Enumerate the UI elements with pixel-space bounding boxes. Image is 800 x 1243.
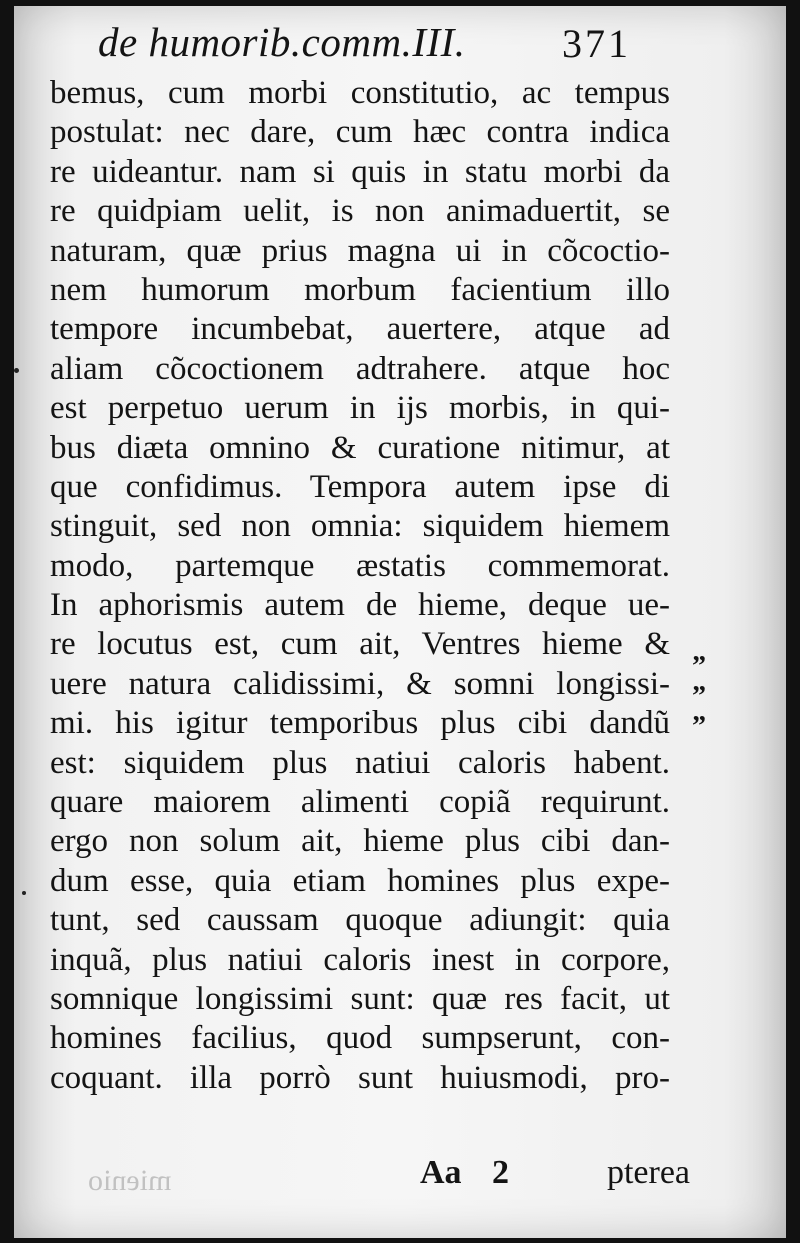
- text-line: que confidimus. Tempora autem ipse di: [50, 468, 670, 505]
- text-line: inquã, plus natiui caloris inest in corpore,: [50, 941, 670, 978]
- text-line: bus diæta omnino & curatione nitimur, at: [50, 429, 670, 466]
- text-line: re uideantur. nam si quis in statu morbi da: [50, 153, 670, 190]
- text-line: quare maiorem alimenti copiã requirunt.: [50, 784, 670, 821]
- text-line: re locutus est, cum ait, Ventres hieme &: [50, 626, 670, 663]
- text-line: uere natura calidissimi, & somni longissi-: [50, 665, 670, 702]
- page-number: 371: [562, 21, 631, 66]
- margin-quote-mark: ”: [692, 711, 706, 742]
- text-line: modo, partemque æstatis commemorat.: [50, 547, 670, 584]
- body-text: [50, 74, 670, 1098]
- text-line: dum esse, quia etiam homines plus expe-: [50, 862, 670, 899]
- margin-quote-marks: [692, 652, 722, 742]
- text-line: homines facilius, quod sumpserunt, con-: [50, 1020, 670, 1057]
- text-line: re quidpiam uelit, is non animaduertit, se: [50, 193, 670, 230]
- text-line: tempore incumbebat, auertere, atque ad: [50, 311, 670, 348]
- ink-speck: [14, 368, 19, 373]
- running-head: de humorib.comm.III.: [98, 19, 466, 65]
- text-line: bemus, cum morbi constitutio, ac tempus: [50, 75, 670, 111]
- text-line: tunt, sed caussam quoque adiungit: quia: [50, 902, 670, 939]
- text-line: stinguit, sed non omnia: siquidem hiemem: [50, 508, 670, 545]
- text-line: aliam cõcoctionem adtrahere. atque hoc: [50, 350, 670, 387]
- book-page: [14, 6, 786, 1238]
- page-footer: [50, 1154, 690, 1204]
- bleed-through-text: mienio: [88, 1164, 172, 1197]
- catchword: pterea: [606, 1154, 690, 1191]
- margin-quote-mark: ”: [692, 651, 706, 682]
- text-line: coquant. illa porrò sunt huiusmodi, pro-: [50, 1059, 670, 1096]
- text-line: In aphorismis autem de hieme, deque ue-: [50, 587, 670, 624]
- text-line: somnique longissimi sunt: quæ res facit, ut: [50, 980, 670, 1017]
- signature-mark: Aa 2: [420, 1154, 510, 1191]
- text-line: nem humorum morbum facientium illo: [50, 271, 670, 308]
- text-line: est: siquidem plus natiui caloris habent.: [50, 744, 670, 781]
- text-line: naturam, quæ prius magna ui in cõcoctio-: [50, 232, 670, 269]
- text-line: ergo non solum ait, hieme plus cibi dan-: [50, 823, 670, 860]
- text-line: est perpetuo uerum in ijs morbis, in qui-: [50, 390, 670, 427]
- text-line: mi. his igitur temporibus plus cibi dandũ: [50, 705, 670, 742]
- margin-quote-mark: ”: [692, 681, 706, 712]
- text-line: postulat: nec dare, cum hæc contra indica: [50, 114, 670, 151]
- ink-speck: [22, 891, 26, 895]
